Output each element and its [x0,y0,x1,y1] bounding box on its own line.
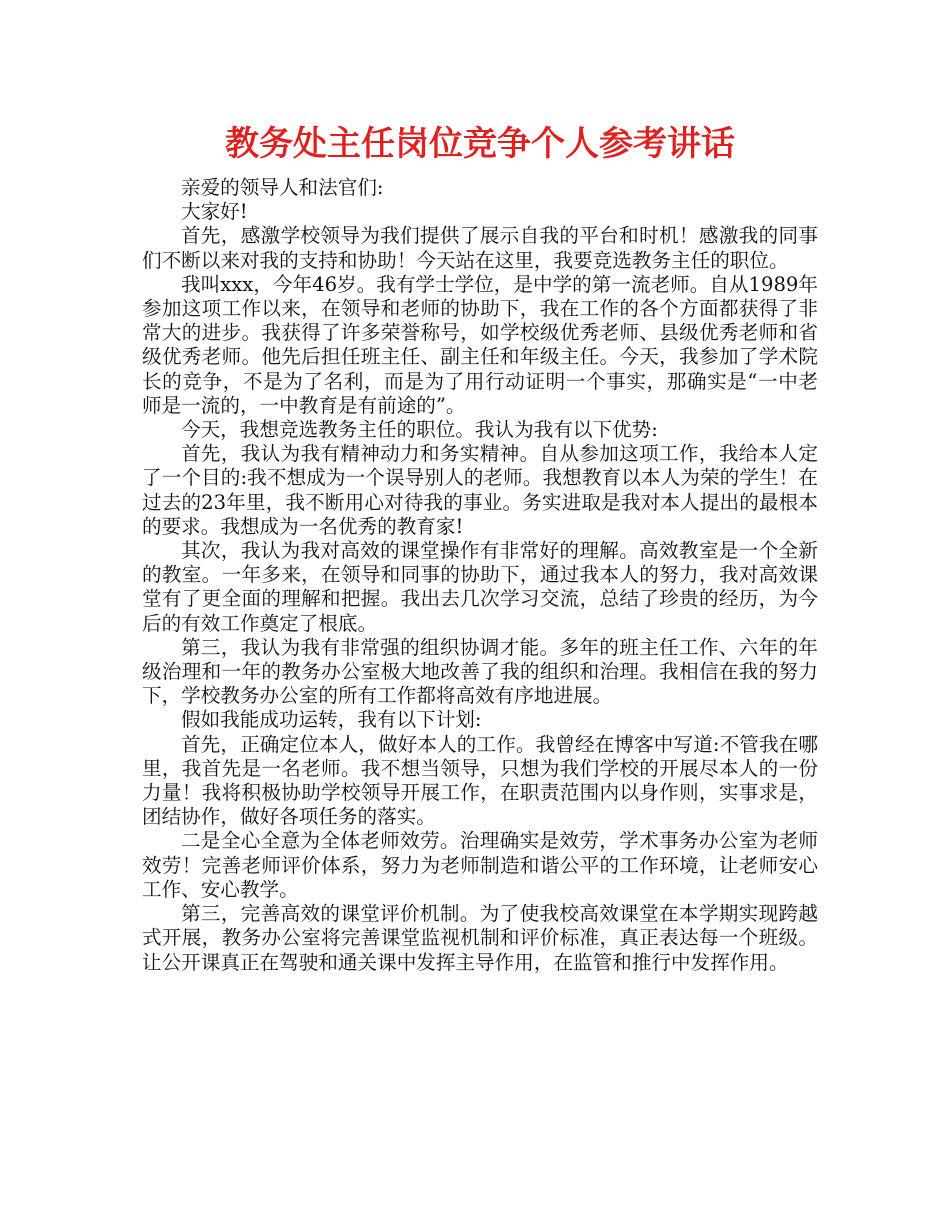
paragraph-plan-3: 第三，完善高效的课堂评价机制。为了使我校高效课堂在本学期实现跨越式开展，教务办公室将完善课堂监视机制和评价标准，真正表达每一个班级。让公开课真正在驾驶和通关课中发挥主导作用，在监管和推行中发挥作用。 [142,902,818,974]
document-page [142,120,818,975]
paragraph-introduction: 我叫xxx，今年46岁。我有学士学位，是中学的第一流老师。自从1989年参加这项工作以来，在领导和老师的协助下，我在工作的各个方面都获得了非常大的进步。我获得了许多荣誉称号，如学校级优秀老师、县级优秀老师和省级优秀老师。他先后担任班主任、副主任和年级主任。今天，我参加了学术院长的竞争，不是为了名利，而是为了用行动证明一个事实，那确实是“一中老师是一流的，一中教育是有前途的”。 [142,272,818,417]
greeting: 大家好! [181,200,248,224]
paragraph-plan-intro: 假如我能成功运转，我有以下计划: [181,708,482,732]
document-body [142,176,818,975]
paragraph-advantage-3: 第三，我认为我有非常强的组织协调才能。多年的班主任工作、六年的年级治理和一年的教务办公室极大地改善了我的组织和治理。我相信在我的努力下，学校教务办公室的所有工作都将高效有序地进展。 [142,635,818,708]
paragraph-advantages-intro: 今天，我想竞选教务主任的职位。我认为我有以下优势: [181,418,658,442]
paragraph-thanks: 首先，感激学校领导为我们提供了展示自我的平台和时机！感激我的同事们不断以来对我的支持和协助！今天站在这里，我要竞选教务主任的职位。 [142,224,818,272]
paragraph-advantage-2: 其次，我认为我对高效的课堂操作有非常好的理解。高效教室是一个全新的教室。一年多来，在领导和同事的协助下，通过我本人的努力，我对高效课堂有了更全面的理解和把握。我出去几次学习交流，总结了珍贵的经历，为今后的有效工作奠定了根底。 [142,539,818,635]
paragraph-advantage-1: 首先，我认为我有精神动力和务实精神。自从参加这项工作，我给本人定了一个目的:我不想成为一个误导别人的老师。我想教育以本人为荣的学生！在过去的23年里，我不断用心对待我的事业。务实进取是我对本人提出的最根本的要求。我想成为一名优秀的教育家! [142,442,818,538]
document-title: 教务处主任岗位竞争个人参考讲话 [225,124,735,164]
paragraph-plan-2: 二是全心全意为全体老师效劳。治理确实是效劳，学术事务办公室为老师效劳！完善老师评价体系，努力为老师制造和谐公平的工作环境，让老师安心工作、安心教学。 [142,829,818,901]
paragraph-plan-1: 首先，正确定位本人，做好本人的工作。我曾经在博客中写道:不管我在哪里，我首先是一名老师。我不想当领导，只想为我们学校的开展尽本人的一份力量！我将积极协助学校领导开展工作，在职责范围内以身作则，实事求是，团结协作，做好各项任务的落实。 [142,732,818,829]
salutation: 亲爱的领导人和法官们: [181,176,384,199]
